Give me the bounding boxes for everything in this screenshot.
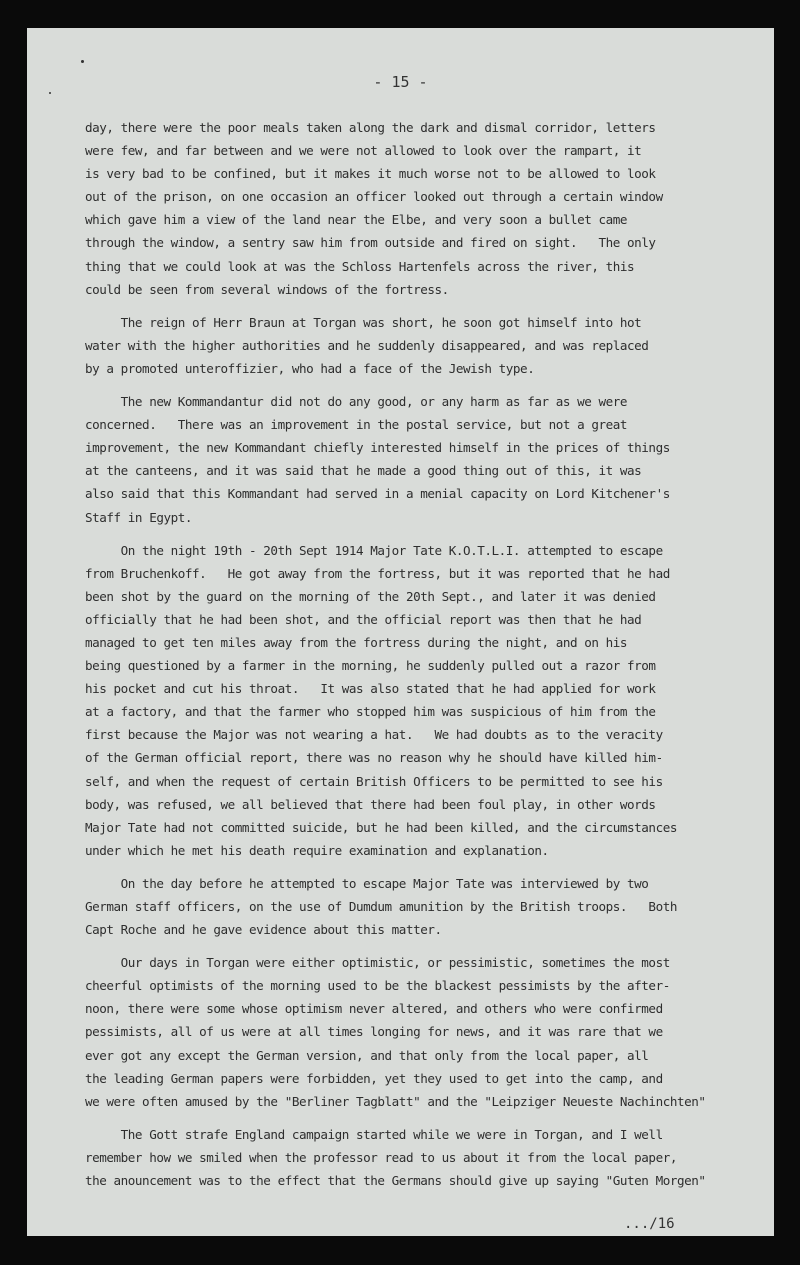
text-line: self, and when the request of certain British Officers to be permitted to see his: [85, 773, 663, 789]
text-line: Major Tate had not committed suicide, but he had been killed, and the circumstances: [85, 819, 677, 835]
text-line: the anouncement was to the effect that the Germans should give up saying "Guten Morgen": [85, 1173, 706, 1189]
text-line: managed to get ten miles away from the fortress during the night, and on his: [85, 634, 628, 650]
document-page: [27, 28, 774, 1236]
text-line: his pocket and cut his throat. It was also stated that he had applied for work: [85, 681, 656, 697]
text-line: pessimists, all of us were at all times longing for news, and it was rare that we: [85, 1024, 663, 1040]
paragraph: [85, 872, 775, 941]
text-line: been shot by the guard on the morning of the 20th Sept., and later it was denied: [85, 588, 656, 604]
text-line: of the German official report, there was no reason why he should have killed him-: [85, 750, 663, 766]
text-line: Our days in Torgan were either optimistic, or pessimistic, sometimes the most: [85, 955, 670, 971]
text-line: from Bruchenkoff. He got away from the fortress, but it was reported that he had: [85, 565, 670, 581]
text-line: On the day before he attempted to escape Major Tate was interviewed by two: [85, 875, 649, 891]
text-line: which gave him a view of the land near the Elbe, and very soon a bullet came: [85, 212, 628, 228]
paragraph: [85, 311, 775, 380]
text-line: officially that he had been shot, and the official report was then that he had: [85, 611, 642, 627]
text-line: the leading German papers were forbidden, yet they used to get into the camp, and: [85, 1070, 663, 1086]
continuation-marker: .../16: [624, 1216, 675, 1232]
paragraph: [85, 1123, 775, 1192]
text-line: is very bad to be confined, but it makes it much worse not to be allowed to look: [85, 166, 656, 182]
text-line: thing that we could look at was the Schloss Hartenfels across the river, this: [85, 258, 635, 274]
paragraph: [85, 539, 775, 862]
text-line: at a factory, and that the farmer who stopped him was suspicious of him from the: [85, 704, 656, 720]
text-line: under which he met his death require examination and explanation.: [85, 842, 549, 858]
text-line: water with the higher authorities and he suddenly disappeared, and was replaced: [85, 337, 649, 353]
text-line: through the window, a sentry saw him from outside and fired on sight. The only: [85, 235, 656, 251]
text-line: body, was refused, we all believed that there had been foul play, in other words: [85, 796, 656, 812]
paragraph: [85, 951, 775, 1113]
ink-speck: [49, 92, 51, 94]
text-line: The new Kommandantur did not do any good, or any harm as far as we were: [85, 394, 628, 410]
text-line: could be seen from several windows of the fortress.: [85, 281, 449, 297]
text-line: by a promoted unteroffizier, who had a face of the Jewish type.: [85, 360, 535, 376]
text-line: concerned. There was an improvement in the postal service, but not a great: [85, 417, 628, 433]
ink-speck: [81, 60, 84, 63]
text-line: The Gott strafe England campaign started while we were in Torgan, and I well: [85, 1126, 663, 1142]
text-line: out of the prison, on one occasion an officer looked out through a certain window: [85, 189, 663, 205]
paragraph: [85, 390, 775, 529]
text-line: Staff in Egypt.: [85, 509, 192, 525]
text-line: Capt Roche and he gave evidence about this matter.: [85, 922, 442, 938]
text-line: were few, and far between and we were not allowed to look over the rampart, it: [85, 143, 642, 159]
text-line: improvement, the new Kommandant chiefly interested himself in the prices of things: [85, 440, 670, 456]
page-number: - 15 -: [373, 73, 428, 91]
text-line: we were often amused by the "Berliner Tagblatt" and the "Leipziger Neueste Nachinchten": [85, 1093, 706, 1109]
text-line: ever got any except the German version, and that only from the local paper, all: [85, 1047, 649, 1063]
text-line: day, there were the poor meals taken along the dark and dismal corridor, letters: [85, 120, 656, 135]
text-line: On the night 19th - 20th Sept 1914 Major Tate K.O.T.L.I. attempted to escape: [85, 542, 663, 558]
text-line: cheerful optimists of the morning used to be the blackest pessimists by the after-: [85, 978, 670, 994]
paragraph: [85, 116, 775, 301]
text-line: being questioned by a farmer in the morning, he suddenly pulled out a razor from: [85, 658, 656, 674]
text-line: noon, there were some whose optimism never altered, and others who were confirmed: [85, 1001, 663, 1017]
text-line: also said that this Kommandant had served in a menial capacity on Lord Kitchener's: [85, 486, 670, 502]
text-line: The reign of Herr Braun at Torgan was short, he soon got himself into hot: [85, 314, 642, 330]
text-line: remember how we smiled when the professor read to us about it from the local paper,: [85, 1149, 677, 1165]
text-line: first because the Major was not wearing a hat. We had doubts as to the veracity: [85, 727, 663, 743]
text-line: at the canteens, and it was said that he made a good thing out of this, it was: [85, 463, 642, 479]
text-line: German staff officers, on the use of Dumdum amunition by the British troops. Both: [85, 899, 677, 914]
document-body: [85, 116, 775, 1202]
